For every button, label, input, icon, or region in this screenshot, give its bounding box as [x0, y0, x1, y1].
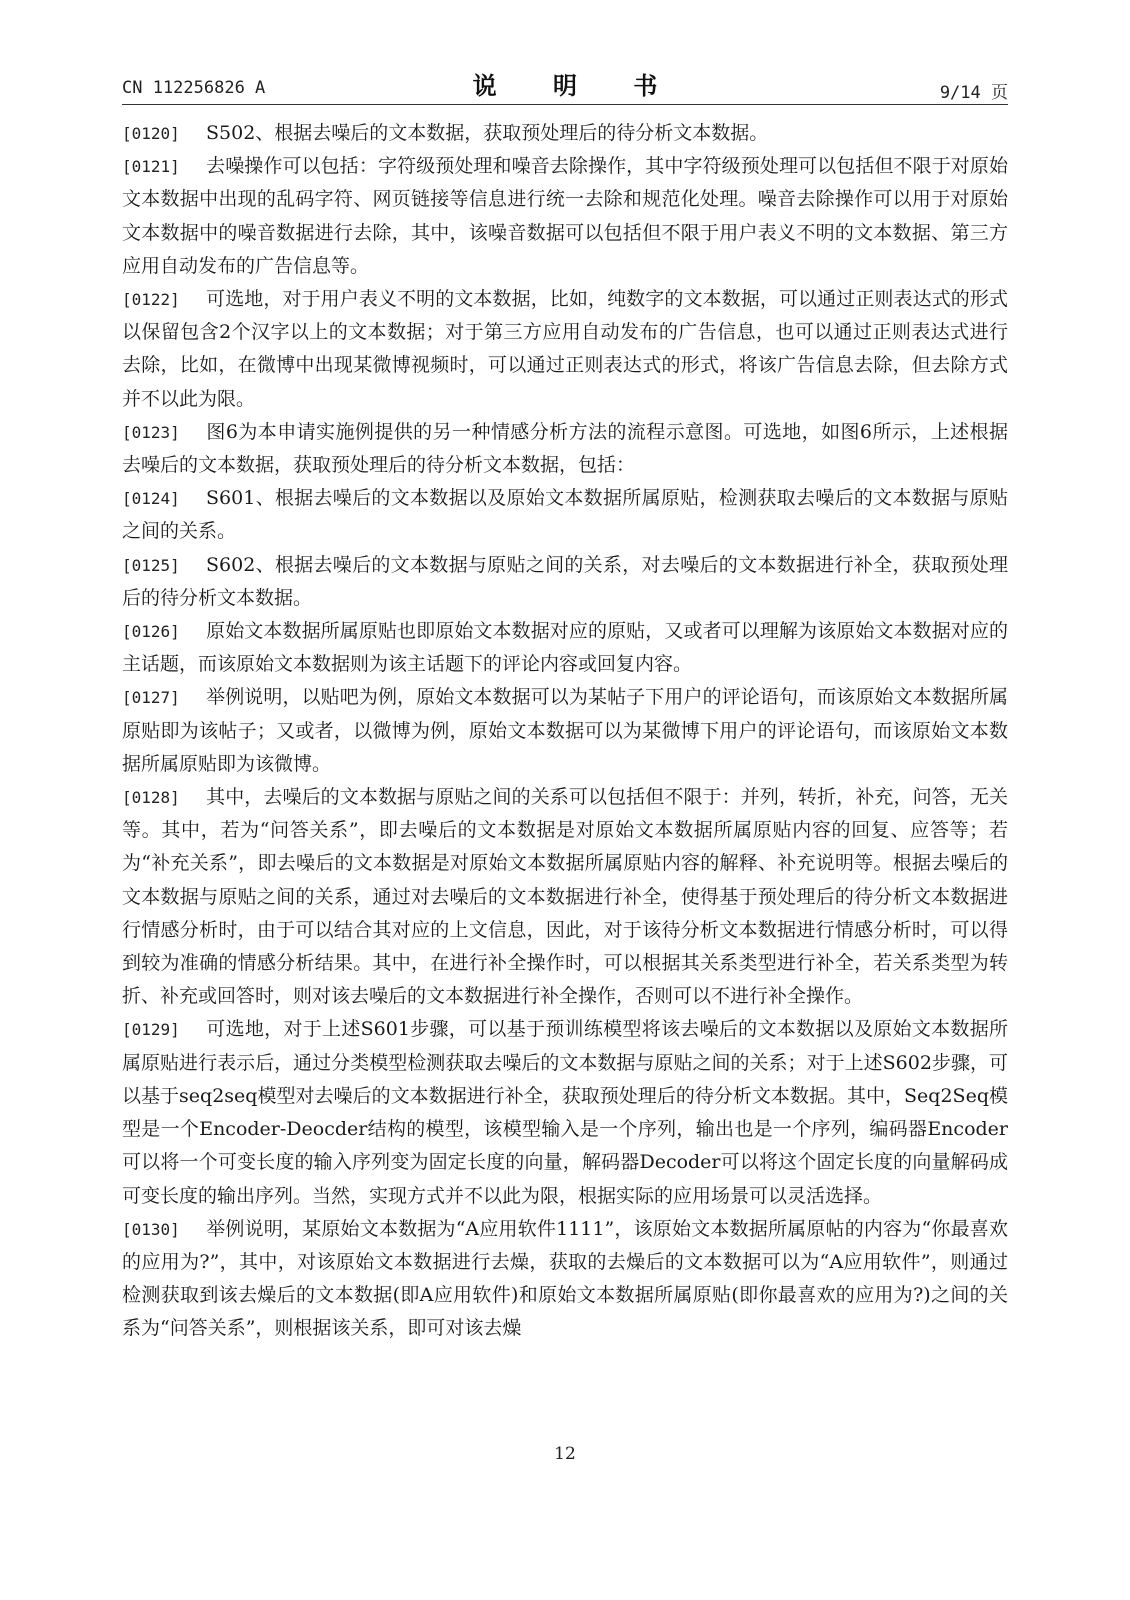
paragraph: [122, 681, 1008, 781]
document-body: [122, 117, 1008, 1346]
paragraph: [122, 1013, 1008, 1212]
paragraph-number: [0126]: [122, 622, 180, 642]
document-title: 说 明 书: [472, 72, 682, 100]
paragraph: [122, 615, 1008, 681]
paragraph: [122, 781, 1008, 1013]
paragraph-text: 原始文本数据所属原贴也即原始文本数据对应的原贴，又或者可以理解为该原始文本数据对应的主话题，而该原始文本数据则为该主话题下的评论内容或回复内容。: [122, 620, 1008, 676]
paragraph-number: [0120]: [122, 124, 180, 143]
paragraph-number: [0122]: [122, 290, 180, 310]
paragraph-number: [0123]: [122, 422, 180, 442]
patent-number: CN 112256826 A: [122, 78, 266, 98]
paragraph-text: 举例说明，某原始文本数据为“A应用软件1111”，该原始文本数据所属原帖的内容为“你最喜欢的应用为?”，其中，对该原始文本数据进行去燥，获取的去燥后的文本数据可以为“A应用软件”，则通过检测获取到该去燥后的文本数据(即A应用软件)和原始文本数据所属原贴(即你最喜欢的应用为?)之间的关系为“问答关系”，则根据该关系，即可对该去燥: [122, 1217, 1008, 1340]
paragraph-number: [0121]: [122, 157, 180, 177]
paragraph-number: [0130]: [122, 1219, 180, 1239]
paragraph-text: 其中，去噪后的文本数据与原贴之间的关系可以包括但不限于：并列，转折，补充，问答，无关等。其中，若为“问答关系”，即去噪后的文本数据是对原始文本数据所属原贴内容的回复、应答等；若为“补充关系”，即去噪后的文本数据是对原始文本数据所属原贴内容的解释、补充说明等。根据去噪后的文本数据与原贴之间的关系，通过对去噪后的文本数据进行补全，使得基于预处理后的待分析文本数据进行情感分析时，由于可以结合其对应的上文信息，因此，对于该待分析文本数据进行情感分析时，可以得到较为准确的情感分析结果。其中，在进行补全操作时，可以根据其关系类型进行补全，若关系类型为转折、补充或回答时，则对该去噪后的文本数据进行补全操作，否则可以不进行补全操作。: [122, 786, 1008, 1008]
paragraph-text: 可选地，对于用户表义不明的文本数据，比如，纯数字的文本数据，可以通过正则表达式的形式以保留包含2个汉字以上的文本数据；对于第三方应用自动发布的广告信息，也可以通过正则表达式进行去除，比如，在微博中出现某微博视频时，可以通过正则表达式的形式，将该广告信息去除，但去除方式并不以此为限。: [122, 288, 1008, 410]
paragraph-number: [0125]: [122, 555, 180, 575]
page-indicator: 9/14 页: [939, 83, 1008, 103]
paragraph-number: [0127]: [122, 688, 180, 708]
header-rule: [122, 104, 1008, 105]
paragraph: [122, 549, 1008, 615]
paragraph-text: 去噪操作可以包括：字符级预处理和噪音去除操作，其中字符级预处理可以包括但不限于对原始文本数据中出现的乱码字符、网页链接等信息进行统一去除和规范化处理。噪音去除操作可以用于对原始文本数据中的噪音数据进行去除，其中，该噪音数据可以包括但不限于用户表义不明的文本数据、第三方应用自动发布的广告信息等。: [122, 155, 1008, 277]
paragraph: [122, 482, 1008, 548]
paragraph-text: 举例说明，以贴吧为例，原始文本数据可以为某帖子下用户的评论语句，而该原始文本数据所属原贴即为该帖子；又或者，以微博为例，原始文本数据可以为某微博下用户的评论语句，而该原始文本数据所属原贴即为该微博。: [122, 686, 1008, 775]
paragraph: [122, 416, 1008, 482]
paragraph-text: S601、根据去噪后的文本数据以及原始文本数据所属原贴，检测获取去噪后的文本数据与原贴之间的关系。: [122, 487, 1008, 543]
paragraph-text: 图6为本申请实施例提供的另一种情感分析方法的流程示意图。可选地，如图6所示，上述根据去噪后的文本数据，获取预处理后的待分析文本数据，包括：: [122, 420, 1008, 477]
paragraph-number: [0129]: [122, 1020, 180, 1040]
page-number: 12: [554, 1444, 576, 1464]
paragraph-number: [0128]: [122, 788, 180, 808]
page-header: [122, 62, 1008, 102]
paragraph-number: [0124]: [122, 489, 180, 509]
paragraph: [122, 150, 1008, 283]
paragraph: [122, 1213, 1008, 1346]
paragraph-text: S602、根据去噪后的文本数据与原贴之间的关系，对去噪后的文本数据进行补全，获取预处理后的待分析文本数据。: [122, 553, 1008, 609]
paragraph: [122, 117, 1008, 150]
paragraph-text: S502、根据去噪后的文本数据，获取预处理后的待分析文本数据。: [206, 122, 769, 144]
paragraph-text: 可选地，对于上述S601步骤，可以基于预训练模型将该去噪后的文本数据以及原始文本数据所属原贴进行表示后，通过分类模型检测获取去噪后的文本数据与原贴之间的关系；对于上述S602步骤，可以基于seq2seq模型对去噪后的文本数据进行补全，获取预处理后的待分析文本数据。其中，Seq2Seq模型是一个Encoder-Deocder结构的模型，该模型输入是一个序列，输出也是一个序列，编码器Encoder可以将一个可变长度的输入序列变为固定长度的向量，解码器Decoder可以将这个固定长度的向量解码成可变长度的输出序列。当然，实现方式并不以此为限，根据实际的应用场景可以灵活选择。: [122, 1018, 1008, 1207]
paragraph: [122, 283, 1008, 416]
